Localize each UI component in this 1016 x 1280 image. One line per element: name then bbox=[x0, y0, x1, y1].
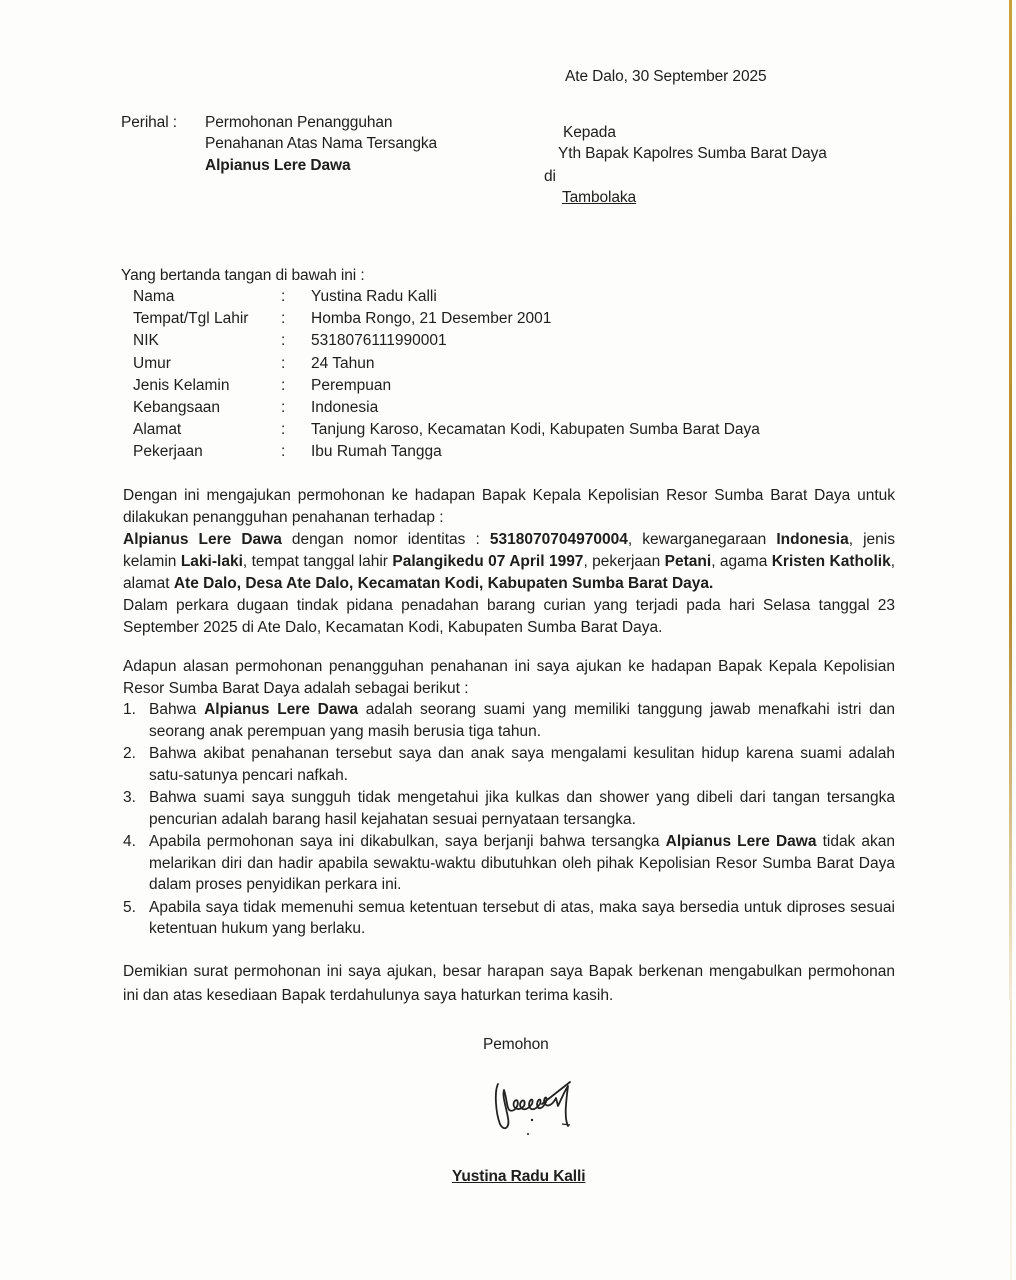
reason-number: 3. bbox=[123, 789, 136, 806]
place-date: Ate Dalo, 30 September 2025 bbox=[565, 68, 767, 85]
closing-paragraph: Demikian surat permohonan ini saya ajukan, besar harapan saya Bapak berkenan mengabulkan permohonan ini dan atas kesediaan Bapak terdahulunya saya haturkan terima kasih. bbox=[123, 963, 895, 1004]
text-span: , agama bbox=[711, 553, 772, 570]
text-span: adalah seorang suami yang memiliki tanggung jawab menafkahi istri dan seorang anak perempuan yang masih berusia tiga tahun. bbox=[149, 701, 896, 740]
signature-title: Pemohon bbox=[483, 1036, 549, 1053]
paper-edge bbox=[1009, 0, 1012, 1000]
field-colon: : bbox=[281, 355, 286, 372]
recipient-di: di bbox=[544, 168, 556, 185]
reason-item bbox=[123, 743, 895, 786]
reasons-intro: Adapun alasan permohonan penangguhan penahanan ini saya ajukan ke hadapan Bapak Kepala Kepolisian Resor Sumba Barat Daya adalah sebagai berikut : bbox=[123, 658, 895, 697]
field-label: Nama bbox=[133, 288, 175, 305]
reason-item bbox=[123, 897, 895, 940]
field-value: Tanjung Karoso, Kecamatan Kodi, Kabupaten Sumba Barat Daya bbox=[311, 421, 760, 438]
text-span: tidak akan melarikan diri dan hadir apabila sewaktu-waktu dibutuhkan oleh pihak Kepolisian Resor Sumba Barat Daya dalam proses penyidikan perkara ini. bbox=[149, 833, 896, 893]
reason-item bbox=[123, 787, 895, 830]
field-value: Homba Rongo, 21 Desember 2001 bbox=[311, 310, 552, 327]
text-span: , jenis kelamin bbox=[123, 531, 895, 570]
text-span: Bahwa suami saya sungguh tidak mengetahui jika kulkas dan shower yang dibeli dari tangan tersangka pencurian adalah barang hasil kejahatan sesuai pernyataan tersangka. bbox=[149, 789, 895, 828]
text-span: , pekerjaan bbox=[583, 553, 665, 570]
suspect-name: Alpianus Lere Dawa bbox=[123, 531, 282, 548]
text-span: , tempat tanggal lahir bbox=[242, 553, 393, 570]
reason-number: 4. bbox=[123, 833, 136, 850]
text-span: , kewarganegaraan bbox=[627, 531, 777, 548]
recipient-kepada: Kepada bbox=[563, 124, 616, 141]
request-paragraph bbox=[123, 485, 895, 639]
reasons-list bbox=[123, 699, 895, 941]
perihal-line-2: Penahanan Atas Nama Tersangka bbox=[205, 135, 438, 152]
field-label: Alamat bbox=[133, 421, 182, 438]
text-span: Bahwa bbox=[149, 701, 205, 718]
field-label: Kebangsaan bbox=[133, 399, 221, 416]
recipient-yth: Yth Bapak Kapolres Sumba Barat Daya bbox=[558, 145, 827, 162]
field-value: Indonesia bbox=[311, 399, 379, 416]
recipient-location: Tambolaka bbox=[562, 189, 637, 206]
suspect-birth: Palangikedu 07 April 1997 bbox=[392, 553, 584, 570]
field-colon: : bbox=[281, 421, 286, 438]
bold-name: Alpianus Lere Dawa bbox=[665, 833, 817, 850]
perihal-line-1: Permohonan Penangguhan bbox=[205, 114, 393, 131]
bold-name: Alpianus Lere Dawa bbox=[204, 701, 359, 718]
signature-mark bbox=[484, 1062, 594, 1142]
field-label: Jenis Kelamin bbox=[133, 377, 230, 394]
suspect-address: Ate Dalo, Desa Ate Dalo, Kecamatan Kodi, Kabupaten Sumba Barat Daya. bbox=[173, 575, 714, 592]
field-value: 5318076111990001 bbox=[311, 332, 447, 349]
field-colon: : bbox=[281, 399, 286, 416]
text-span: Bahwa akibat penahanan tersebut saya dan anak saya mengalami kesulitan hidup karena suami adalah satu-satunya pencari nafkah. bbox=[149, 745, 895, 784]
field-colon: : bbox=[281, 443, 286, 460]
suspect-gender: Laki-laki bbox=[180, 553, 243, 570]
suspect-id: 5318070704970004 bbox=[489, 531, 628, 548]
field-label: Umur bbox=[133, 355, 171, 372]
suspect-nationality: Indonesia bbox=[776, 531, 849, 548]
reason-item bbox=[123, 831, 895, 896]
suspect-occupation: Petani bbox=[664, 553, 712, 570]
text-span: dengan nomor identitas : bbox=[281, 531, 490, 548]
field-label: NIK bbox=[133, 332, 159, 349]
signatory-name: Yustina Radu Kalli bbox=[452, 1168, 586, 1185]
field-colon: : bbox=[281, 310, 286, 327]
field-value: 24 Tahun bbox=[311, 355, 375, 372]
field-value: Perempuan bbox=[311, 377, 392, 394]
perihal-line-3: Alpianus Lere Dawa bbox=[205, 157, 351, 174]
field-label: Pekerjaan bbox=[133, 443, 203, 460]
paper-edge-lower bbox=[1010, 1000, 1012, 1280]
reason-number: 2. bbox=[123, 745, 136, 762]
request-intro: Dengan ini mengajukan permohonan ke hadapan Bapak Kepala Kepolisian Resor Sumba Barat Daya untuk dilakukan penangguhan penahanan terhadap : bbox=[123, 487, 895, 526]
reason-number: 1. bbox=[123, 701, 136, 718]
field-colon: : bbox=[281, 288, 286, 305]
intro-text: Yang bertanda tangan di bawah ini : bbox=[121, 267, 365, 284]
suspect-details bbox=[123, 529, 895, 595]
text-span: Apabila saya tidak memenuhi semua ketentuan tersebut di atas, maka saya bersedia untuk diproses sesuai ketentuan hukum yang berlaku. bbox=[149, 898, 895, 937]
field-value: Ibu Rumah Tangga bbox=[311, 443, 442, 460]
case-description: Dalam perkara dugaan tindak pidana penadahan barang curian yang terjadi pada hari Selasa tanggal 23 September 2025 di Ate Dalo, Kecamatan Kodi, Kabupaten Sumba Barat Daya. bbox=[123, 597, 895, 636]
field-colon: : bbox=[281, 332, 286, 349]
text-span: Apabila permohonan saya ini dikabulkan, saya berjanji bahwa tersangka bbox=[149, 833, 666, 850]
field-value: Yustina Radu Kalli bbox=[311, 288, 437, 305]
reason-item bbox=[123, 699, 895, 742]
suspect-religion: Kristen Katholik bbox=[771, 553, 891, 570]
field-label: Tempat/Tgl Lahir bbox=[133, 310, 249, 327]
reason-number: 5. bbox=[123, 898, 136, 916]
text-span: , alamat bbox=[123, 553, 896, 592]
perihal-label: Perihal : bbox=[121, 114, 177, 131]
field-colon: : bbox=[281, 377, 286, 394]
